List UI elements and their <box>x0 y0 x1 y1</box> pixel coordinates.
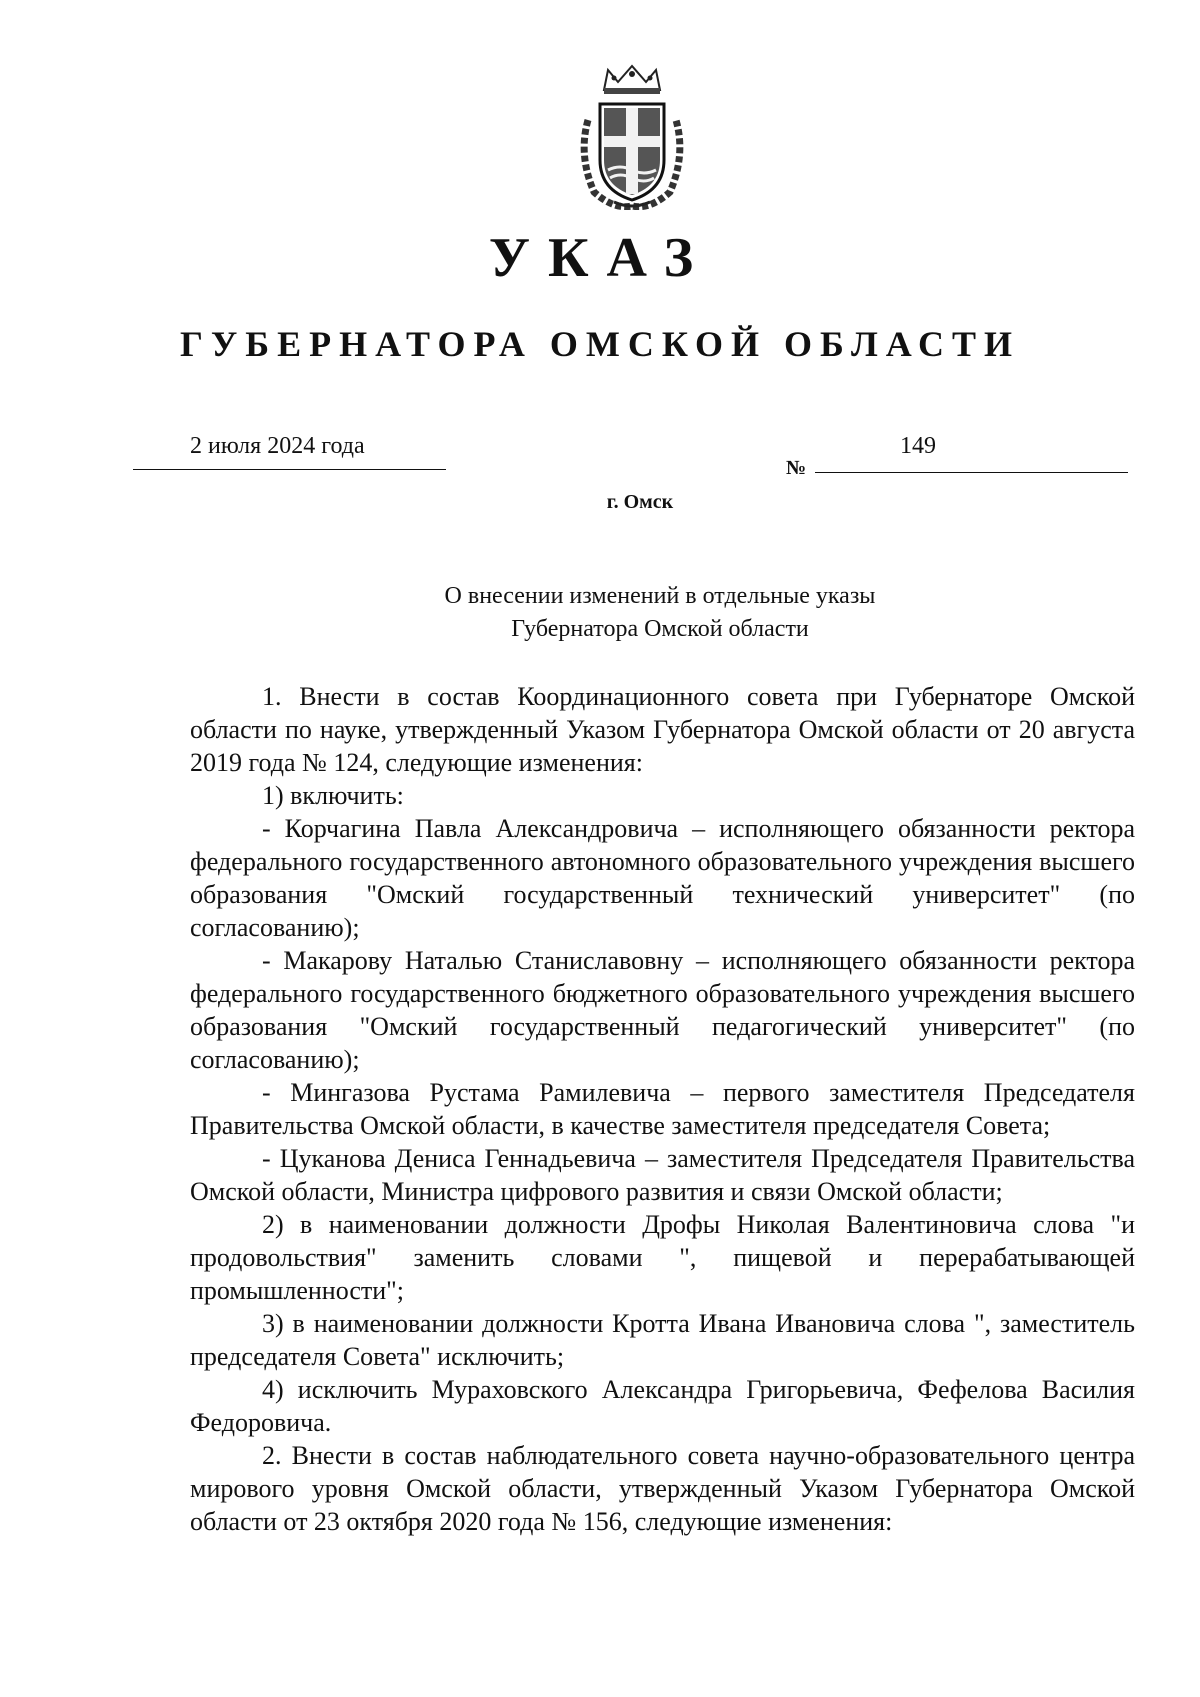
number-sign: № <box>786 457 807 479</box>
subject-line-2: Губернатора Омской области <box>511 616 809 642</box>
document-subject <box>300 580 1020 646</box>
paragraph: 2) в наименовании должности Дрофы Николая Валентиновича слова "и продовольствия" заменить словами ", пищевой и перерабатывающей промышленности"; <box>190 1210 1135 1305</box>
paragraph: 1. Внести в состав Координационного совета при Губернаторе Омской области по науке, утвержденный Указом Губернатора Омской области от 20 августа 2019 года № 124, следующие изменения: <box>190 682 1135 777</box>
paragraph: 3) в наименовании должности Кротта Ивана Ивановича слова ", заместитель председателя Совета" исключить; <box>190 1309 1135 1371</box>
document-date: 2 июля 2024 года <box>190 433 365 459</box>
paragraph: 2. Внести в состав наблюдательного совета научно-образовательного центра мирового уровня Омской области, утвержденный Указом Губернатора Омской области от 23 октября 2020 года № 156, следующие изменения: <box>190 1441 1135 1536</box>
paragraph: - Мингазова Рустама Рамилевича – первого заместителя Председателя Правительства Омской области, в качестве заместителя председателя Совета; <box>190 1078 1135 1140</box>
paragraph: - Корчагина Павла Александровича – исполняющего обязанности ректора федерального государственного автономного образовательного учреждения высшего образования "Омский государственный технический университет" (по согласованию); <box>190 814 1135 942</box>
document-city: г. Омск <box>606 491 674 513</box>
document-title: УКАЗ <box>488 227 712 289</box>
paragraph: - Макарову Наталью Станиславовну – исполняющего обязанности ректора федерального государственного бюджетного образовательного учреждения высшего образования "Омский государственный педагогический университет" (по согласованию); <box>190 946 1135 1074</box>
coat-of-arms-icon <box>574 60 690 210</box>
document-body <box>190 680 1135 1538</box>
paragraph: 4) исключить Мураховского Александра Григорьевича, Фефелова Василия Федоровича. <box>190 1375 1135 1437</box>
subject-line-1: О внесении изменений в отдельные указы <box>444 583 876 609</box>
paragraph: 1) включить: <box>262 781 404 810</box>
number-underline <box>815 472 1128 473</box>
document-issuer: ГУБЕРНАТОРА ОМСКОЙ ОБЛАСТИ <box>179 324 1021 364</box>
document-number: 149 <box>900 433 936 459</box>
paragraph: - Цуканова Дениса Геннадьевича – заместителя Председателя Правительства Омской области, Министра цифрового развития и связи Омской области; <box>190 1144 1135 1206</box>
date-underline <box>133 469 446 470</box>
